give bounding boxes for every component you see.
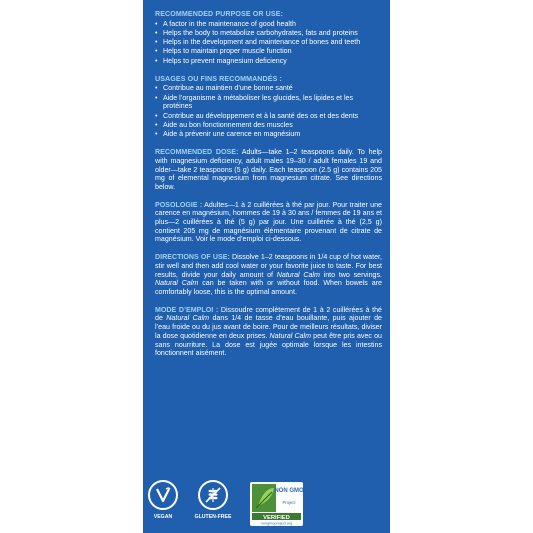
list-item: • Helps the body to metabolize carbohydrates, fats and proteins [155, 29, 382, 38]
directions-text-1: Dissolve 1–2 teaspoons in 1/4 cup of hot water, stir well and then add cool water or your favorite juice to taste. For best results, divide your daily amount of [155, 253, 382, 279]
list-item: • Aide à prévenir une carence en magnésium [155, 130, 382, 139]
usages-title: USAGES OU FINS RECOMMANDÉS : [155, 74, 282, 83]
brand-name: Natural Calm [155, 279, 199, 288]
list-item: • Helps in the development and maintenance of bones and teeth [155, 38, 382, 47]
recommended-dose-paragraph [155, 148, 382, 192]
non-gmo-url-text: nongmoproject.org [260, 521, 293, 526]
gluten-free-badge [193, 480, 233, 520]
non-gmo-project-text: Project [282, 500, 296, 505]
recommended-dose-heading: RECOMMENDED DOSE: [155, 148, 239, 157]
posologie-paragraph [155, 201, 382, 245]
mode-emploi-text-3: peut être pris avec ou sans nourriture. La dose est jugée optimale lorsque les intestins fonctionnent aisément. [155, 331, 382, 358]
usages-list [155, 84, 382, 138]
recommended-purpose-title: RECOMMENDED PURPOSE OR USE: [155, 10, 284, 18]
non-gmo-verified-logo [250, 482, 303, 526]
mode-emploi-text-2: dans 1/4 de tasse d’eau bouillante, puis ajouter de l’eau froide ou du jus avant de boire. Pour de meilleurs résultats, diviser la dose quotidienne en deux prises. [155, 314, 382, 340]
non-gmo-top-text: NON GMO [274, 488, 303, 494]
mode-emploi-paragraph [155, 306, 382, 358]
brand-name: Natural Calm [276, 270, 320, 279]
directions-text-3: can be taken with or without food. When bowels are comfortably loose, this is the optimal amount. [155, 279, 382, 296]
non-gmo-verified-text: VERIFIED [263, 514, 290, 521]
list-item: • Helps to prevent magnesium deficiency [155, 57, 382, 66]
mode-emploi-text-1: Dissoudre complètement de 1 à 2 cuillérées à thé de [155, 305, 382, 323]
gluten-free-icon [198, 480, 228, 510]
recommended-purpose-list [155, 20, 382, 66]
vegan-label: VEGAN [153, 514, 173, 520]
vegan-icon [148, 480, 178, 510]
directions-paragraph [155, 253, 382, 297]
gluten-free-label: GLUTEN-FREE [194, 514, 232, 520]
list-item: • Contribue au développement et à la santé des os et des dents [155, 112, 382, 121]
posologie-heading: POSOLOGIE : [155, 200, 203, 209]
certification-badges [143, 480, 390, 533]
brand-name: Natural Calm [269, 331, 312, 340]
label-panel [143, 0, 390, 533]
list-item: • Aide au bon fonctionnement des muscles [155, 121, 382, 130]
posologie-text: Adultes—1 à 2 cuillérées à thé par jour. Pour traiter une carence en magnésium, hommes de 19 à 30 ans / femmes de 19 ans et plus—2 cuillérées à thé (5 g) par jour. Une cuillérée à thé (2,5 g) contient 205 mg de magnésium élémentaire provenant de citrate de magnésium. Voir le mode d’emploi ci-dessous. [155, 200, 383, 244]
directions-text-2: into two servings. [319, 270, 382, 279]
list-item: • Aide l’organisme à métaboliser les glucides, les lipides et les protéines [155, 94, 382, 111]
brand-name: Natural Calm [166, 314, 210, 323]
directions-heading: DIRECTIONS OF USE: [155, 253, 230, 262]
list-item: • Contribue au maintien d’une bonne santé [155, 84, 382, 93]
recommended-dose-text: Adults—take 1–2 teaspoons daily. To help with magnesium deficiency, adult males 19–30 / adult females 19 and older—take 2 teaspoons (5 g) daily. Each teaspoon (2.5 g) contains 205 mg of elemental magnesium from magnesium citrate. See directions below. [155, 148, 382, 191]
list-item: • A factor in the maintenance of good health [155, 20, 382, 29]
list-item: • Helps to maintain proper muscle function [155, 47, 382, 56]
vegan-badge [143, 480, 183, 520]
mode-emploi-heading: MODE D’EMPLOI : [155, 305, 219, 314]
